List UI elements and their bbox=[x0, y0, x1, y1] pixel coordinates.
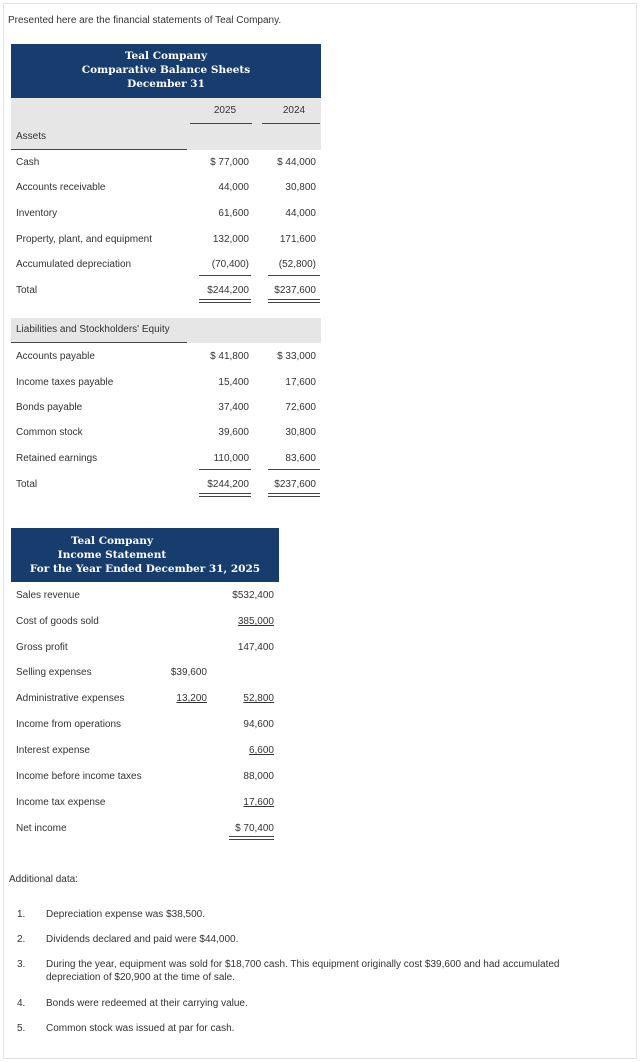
note-number: 1. bbox=[17, 909, 26, 920]
asset-label: Accumulated depreciation bbox=[16, 259, 132, 270]
is-row-label: Income from operations bbox=[16, 719, 122, 730]
asset-total-2024: $237,600 bbox=[274, 285, 316, 296]
asset-label: Accounts receivable bbox=[16, 182, 106, 193]
bs-title-statement: Comparative Balance Sheets bbox=[81, 64, 251, 76]
liability-label: Common stock bbox=[16, 427, 83, 438]
asset-2024: 171,600 bbox=[279, 234, 316, 245]
total-double-rule-2025 bbox=[199, 299, 251, 303]
asset-2025: (70,400) bbox=[211, 259, 249, 270]
liability-2025: $ 41,800 bbox=[210, 351, 249, 362]
note-text: Dividends declared and paid were $44,000. bbox=[46, 934, 239, 945]
asset-2024: 30,800 bbox=[285, 182, 316, 193]
note-text: Bonds were redeemed at their carrying value. bbox=[46, 998, 248, 1009]
asset-total-label: Total bbox=[16, 285, 38, 296]
is-inner-value: 13,200 bbox=[176, 693, 207, 704]
asset-label: Property, plant, and equipment bbox=[16, 234, 153, 245]
liability-2025: 110,000 bbox=[213, 453, 249, 464]
asset-2025: 44,000 bbox=[218, 182, 249, 193]
is-outer-value: 52,800 bbox=[243, 693, 274, 704]
note-number: 4. bbox=[17, 998, 26, 1009]
intro-text: Presented here are the financial statements of Teal Company. bbox=[8, 15, 282, 26]
bs-title-date: December 31 bbox=[127, 78, 205, 90]
liability-2024: $ 33,000 bbox=[277, 351, 316, 362]
is-row-label: Income before income taxes bbox=[16, 771, 142, 782]
asset-2025: 61,600 bbox=[218, 208, 249, 219]
total-double-rule-2024 bbox=[268, 299, 320, 303]
asset-2024: $ 44,000 bbox=[277, 157, 316, 168]
liability-2025: 15,400 bbox=[218, 377, 249, 388]
liability-label: Bonds payable bbox=[16, 402, 83, 413]
note-number: 2. bbox=[17, 934, 26, 945]
year-header-2024: 2024 bbox=[282, 105, 306, 116]
income-statement-header bbox=[11, 528, 279, 582]
total-double-rule-2024 bbox=[268, 493, 320, 497]
note-text: Common stock was issued at par for cash. bbox=[46, 1023, 235, 1034]
is-row-label: Cost of goods sold bbox=[16, 616, 99, 627]
asset-2025: $ 77,000 bbox=[210, 157, 249, 168]
net-income-value: $ 70,400 bbox=[235, 823, 274, 834]
liabilities-heading-rule bbox=[11, 342, 187, 343]
liability-2025: 37,400 bbox=[218, 402, 249, 413]
is-title-statement: Income Statement bbox=[57, 549, 167, 561]
is-outer-value: 385,000 bbox=[237, 616, 274, 627]
is-row-label: Interest expense bbox=[16, 745, 90, 756]
is-outer-value: 94,600 bbox=[243, 719, 274, 730]
is-row-label: Gross profit bbox=[16, 642, 68, 653]
asset-2024: 44,000 bbox=[285, 208, 316, 219]
liability-2024: 72,600 bbox=[285, 402, 316, 413]
is-outer-value: $532,400 bbox=[232, 590, 274, 601]
liability-2024: 30,800 bbox=[285, 427, 316, 438]
total-double-rule-2025 bbox=[199, 493, 251, 497]
liability-total-2025: $244,200 bbox=[207, 479, 249, 490]
asset-label: Cash bbox=[16, 157, 40, 168]
bs-title-company: Teal Company bbox=[124, 50, 208, 62]
is-outer-value: 17,600 bbox=[243, 797, 274, 808]
subtotal-rule-2024 bbox=[268, 469, 320, 470]
liability-label: Retained earnings bbox=[16, 453, 98, 464]
asset-label: Inventory bbox=[16, 208, 58, 219]
liability-2025: 39,600 bbox=[218, 427, 249, 438]
subtotal-rule-2024 bbox=[268, 275, 320, 276]
note-text: During the year, equipment was sold for $18,700 cash. This equipment originally cost $39,600 and had accumulated depreciation of $20,900 at the time of sale. bbox=[46, 959, 560, 983]
asset-2025: 132,000 bbox=[212, 234, 249, 245]
liability-2024: 17,600 bbox=[285, 377, 316, 388]
year-underline-2025 bbox=[190, 123, 252, 124]
liability-label: Income taxes payable bbox=[16, 377, 114, 388]
balance-sheet-header bbox=[11, 44, 321, 98]
is-row-label: Income tax expense bbox=[16, 797, 106, 808]
is-row-label: Net income bbox=[16, 823, 67, 834]
is-outer-value: 147,400 bbox=[237, 642, 274, 653]
year-header-2025: 2025 bbox=[213, 105, 237, 116]
assets-heading: Assets bbox=[16, 131, 47, 142]
asset-2024: (52,800) bbox=[278, 259, 316, 270]
is-row-label: Selling expenses bbox=[16, 667, 92, 678]
asset-total-2025: $244,200 bbox=[207, 285, 249, 296]
subtotal-rule-2025 bbox=[199, 275, 251, 276]
is-row-label: Sales revenue bbox=[16, 590, 80, 601]
liabilities-heading: Liabilities and Stockholders' Equity bbox=[16, 324, 170, 335]
subtotal-rule-2025 bbox=[199, 469, 251, 470]
is-title-period: For the Year Ended December 31, 2025 bbox=[29, 563, 261, 575]
is-outer-value: 6,600 bbox=[248, 745, 274, 756]
is-outer-value: 88,000 bbox=[243, 771, 274, 782]
liability-total-label: Total bbox=[16, 479, 38, 490]
liability-2024: 83,600 bbox=[285, 453, 316, 464]
note-text: Depreciation expense was $38,500. bbox=[46, 909, 205, 920]
assets-heading-rule bbox=[11, 149, 187, 150]
additional-data-heading: Additional data: bbox=[9, 874, 78, 885]
note-number: 5. bbox=[17, 1023, 26, 1034]
liability-label: Accounts payable bbox=[16, 351, 95, 362]
is-title-company: Teal Company bbox=[70, 535, 154, 547]
net-income-double-rule bbox=[229, 836, 274, 840]
liability-total-2024: $237,600 bbox=[274, 479, 316, 490]
year-underline-2024 bbox=[262, 123, 320, 124]
is-row-label: Administrative expenses bbox=[16, 693, 125, 704]
is-inner-value: $39,600 bbox=[170, 667, 207, 678]
note-number: 3. bbox=[17, 959, 26, 970]
